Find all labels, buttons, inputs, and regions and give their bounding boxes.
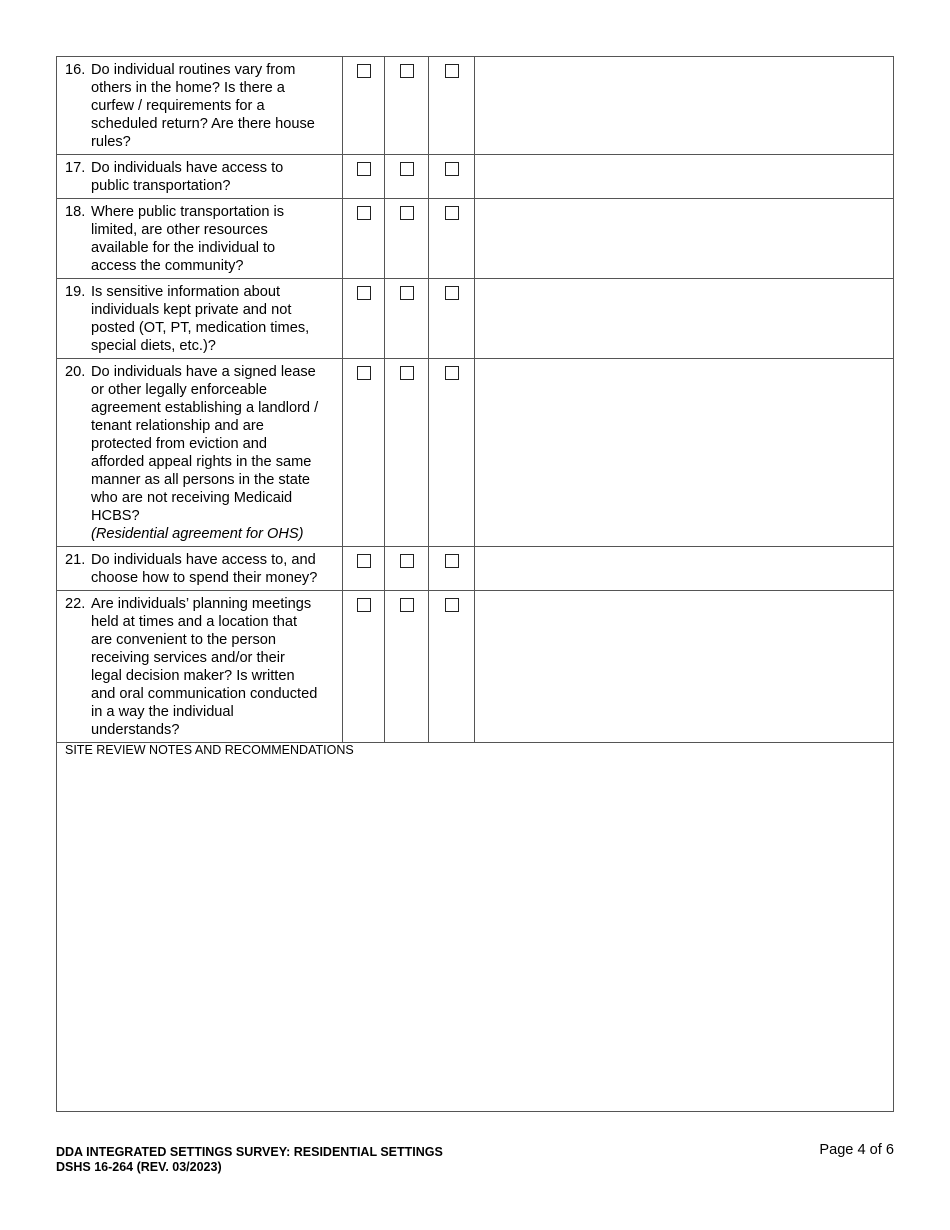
question-text-line: Do individuals have a signed lease <box>91 364 316 380</box>
checkbox-cell <box>385 359 429 547</box>
question-text <box>91 159 336 195</box>
question-20-checkbox-2[interactable] <box>400 366 414 380</box>
question-row <box>57 359 894 547</box>
question-note-line: (Residential agreement for OHS) <box>91 526 304 542</box>
question-text-line: in a way the individual <box>91 704 234 720</box>
question-rows <box>57 57 894 743</box>
question-17-checkbox-2[interactable] <box>400 162 414 176</box>
checkbox-cell <box>429 359 475 547</box>
checkbox-cell <box>343 279 385 359</box>
checkbox-cell <box>343 547 385 591</box>
checkbox-cell <box>429 199 475 279</box>
question-text-line: tenant relationship and are <box>91 418 264 434</box>
question-text-line: who are not receiving Medicaid <box>91 490 293 506</box>
question-cell <box>57 155 343 199</box>
question-number: 22. <box>65 596 86 612</box>
checkbox-cell <box>343 57 385 155</box>
question-text-line: public transportation? <box>91 178 231 194</box>
question-text-line: held at times and a location that <box>91 614 298 630</box>
question-text-line: access the community? <box>91 258 244 274</box>
comment-field[interactable] <box>475 199 894 279</box>
question-text-line: choose how to spend their money? <box>91 570 318 586</box>
question-22-checkbox-3[interactable] <box>445 598 459 612</box>
question-text-line: Do individual routines vary from <box>91 62 296 78</box>
question-text-line: limited, are other resources <box>91 222 268 238</box>
question-text-line: others in the home? Is there a <box>91 80 285 96</box>
checkbox-cell <box>343 359 385 547</box>
question-text-line: agreement establishing a landlord / <box>91 400 319 416</box>
question-text-line: legal decision maker? Is written <box>91 668 295 684</box>
comment-field[interactable] <box>475 155 894 199</box>
question-text-line: protected from eviction and <box>91 436 268 452</box>
checkbox-cell <box>343 155 385 199</box>
question-text-line: Is sensitive information about <box>91 284 281 300</box>
checkbox-cell <box>385 199 429 279</box>
question <box>57 57 342 154</box>
footer-form-title: DDA INTEGRATED SETTINGS SURVEY: RESIDENTIAL SETTINGS <box>56 1145 443 1159</box>
question-number: 16. <box>65 62 86 78</box>
question <box>57 547 342 590</box>
question-text-line: HCBS? <box>91 508 140 524</box>
question-text-line: understands? <box>91 722 180 738</box>
question-21-checkbox-3[interactable] <box>445 554 459 568</box>
question-cell <box>57 57 343 155</box>
question-19-checkbox-3[interactable] <box>445 286 459 300</box>
question-text-line: Do individuals have access to <box>91 160 284 176</box>
site-review-notes-label: SITE REVIEW NOTES AND RECOMMENDATIONS <box>65 743 354 757</box>
question-row <box>57 279 894 359</box>
checkbox-cell <box>429 547 475 591</box>
question <box>57 155 342 198</box>
question-17-checkbox-3[interactable] <box>445 162 459 176</box>
comment-field[interactable] <box>475 591 894 743</box>
question-cell <box>57 591 343 743</box>
question <box>57 199 342 278</box>
question-18-checkbox-3[interactable] <box>445 206 459 220</box>
question-text-line: manner as all persons in the state <box>91 472 311 488</box>
question-text-line: posted (OT, PT, medication times, <box>91 320 310 336</box>
question-number: 21. <box>65 552 86 568</box>
question-text <box>91 61 336 151</box>
question-text-line: Are individuals’ planning meetings <box>91 596 312 612</box>
question-20-checkbox-3[interactable] <box>445 366 459 380</box>
question <box>57 591 342 742</box>
checkbox-cell <box>343 199 385 279</box>
checkbox-cell <box>429 591 475 743</box>
question-row <box>57 199 894 279</box>
question-number: 17. <box>65 160 86 176</box>
question-number: 20. <box>65 364 86 380</box>
question-cell <box>57 279 343 359</box>
question-16-checkbox-1[interactable] <box>357 64 371 78</box>
question-text <box>91 203 336 275</box>
question-18-checkbox-2[interactable] <box>400 206 414 220</box>
comment-field[interactable] <box>475 547 894 591</box>
question-text-line: available for the individual to <box>91 240 276 256</box>
question-cell <box>57 547 343 591</box>
survey-table <box>56 56 894 1112</box>
question-text-line: afforded appeal rights in the same <box>91 454 312 470</box>
question-19-checkbox-2[interactable] <box>400 286 414 300</box>
question-19-checkbox-1[interactable] <box>357 286 371 300</box>
question-text <box>91 363 336 543</box>
question-text <box>91 283 336 355</box>
question-text-line: and oral communication conducted <box>91 686 318 702</box>
checkbox-cell <box>429 155 475 199</box>
checkbox-cell <box>429 279 475 359</box>
question-21-checkbox-2[interactable] <box>400 554 414 568</box>
question <box>57 279 342 358</box>
question-18-checkbox-1[interactable] <box>357 206 371 220</box>
checkbox-cell <box>429 57 475 155</box>
footer-form-number: DSHS 16-264 (REV. 03/2023) <box>56 1160 222 1174</box>
checkbox-cell <box>385 155 429 199</box>
question-cell <box>57 199 343 279</box>
question-number: 18. <box>65 204 86 220</box>
question-text-line: are convenient to the person <box>91 632 276 648</box>
question-cell <box>57 359 343 547</box>
question-text-line: Where public transportation is <box>91 204 285 220</box>
question-text-line: curfew / requirements for a <box>91 98 265 114</box>
question <box>57 359 342 546</box>
question-text-line: Do individuals have access to, and <box>91 552 316 568</box>
notes-row <box>57 743 894 1112</box>
question-text-line: rules? <box>91 134 131 150</box>
question-row <box>57 547 894 591</box>
question-text-line: special diets, etc.)? <box>91 338 216 354</box>
question-text-line: or other legally enforceable <box>91 382 268 398</box>
checkbox-cell <box>385 591 429 743</box>
comment-field[interactable] <box>475 279 894 359</box>
question-22-checkbox-2[interactable] <box>400 598 414 612</box>
footer-page-number: Page 4 of 6 <box>819 1142 894 1158</box>
question-21-checkbox-1[interactable] <box>357 554 371 568</box>
question-22-checkbox-1[interactable] <box>357 598 371 612</box>
question-text <box>91 595 336 739</box>
checkbox-cell <box>343 591 385 743</box>
site-review-notes-field[interactable] <box>57 743 894 1112</box>
question-16-checkbox-2[interactable] <box>400 64 414 78</box>
question-20-checkbox-1[interactable] <box>357 366 371 380</box>
question-text-line: scheduled return? Are there house <box>91 116 315 132</box>
question-16-checkbox-3[interactable] <box>445 64 459 78</box>
comment-field[interactable] <box>475 57 894 155</box>
question-row <box>57 591 894 743</box>
question-number: 19. <box>65 284 86 300</box>
checkbox-cell <box>385 547 429 591</box>
checkbox-cell <box>385 57 429 155</box>
question-text <box>91 551 336 587</box>
footer-form-info <box>56 1145 443 1175</box>
question-text-line: receiving services and/or their <box>91 650 285 666</box>
question-row <box>57 155 894 199</box>
question-17-checkbox-1[interactable] <box>357 162 371 176</box>
question-row <box>57 57 894 155</box>
comment-field[interactable] <box>475 359 894 547</box>
question-text-line: individuals kept private and not <box>91 302 292 318</box>
checkbox-cell <box>385 279 429 359</box>
